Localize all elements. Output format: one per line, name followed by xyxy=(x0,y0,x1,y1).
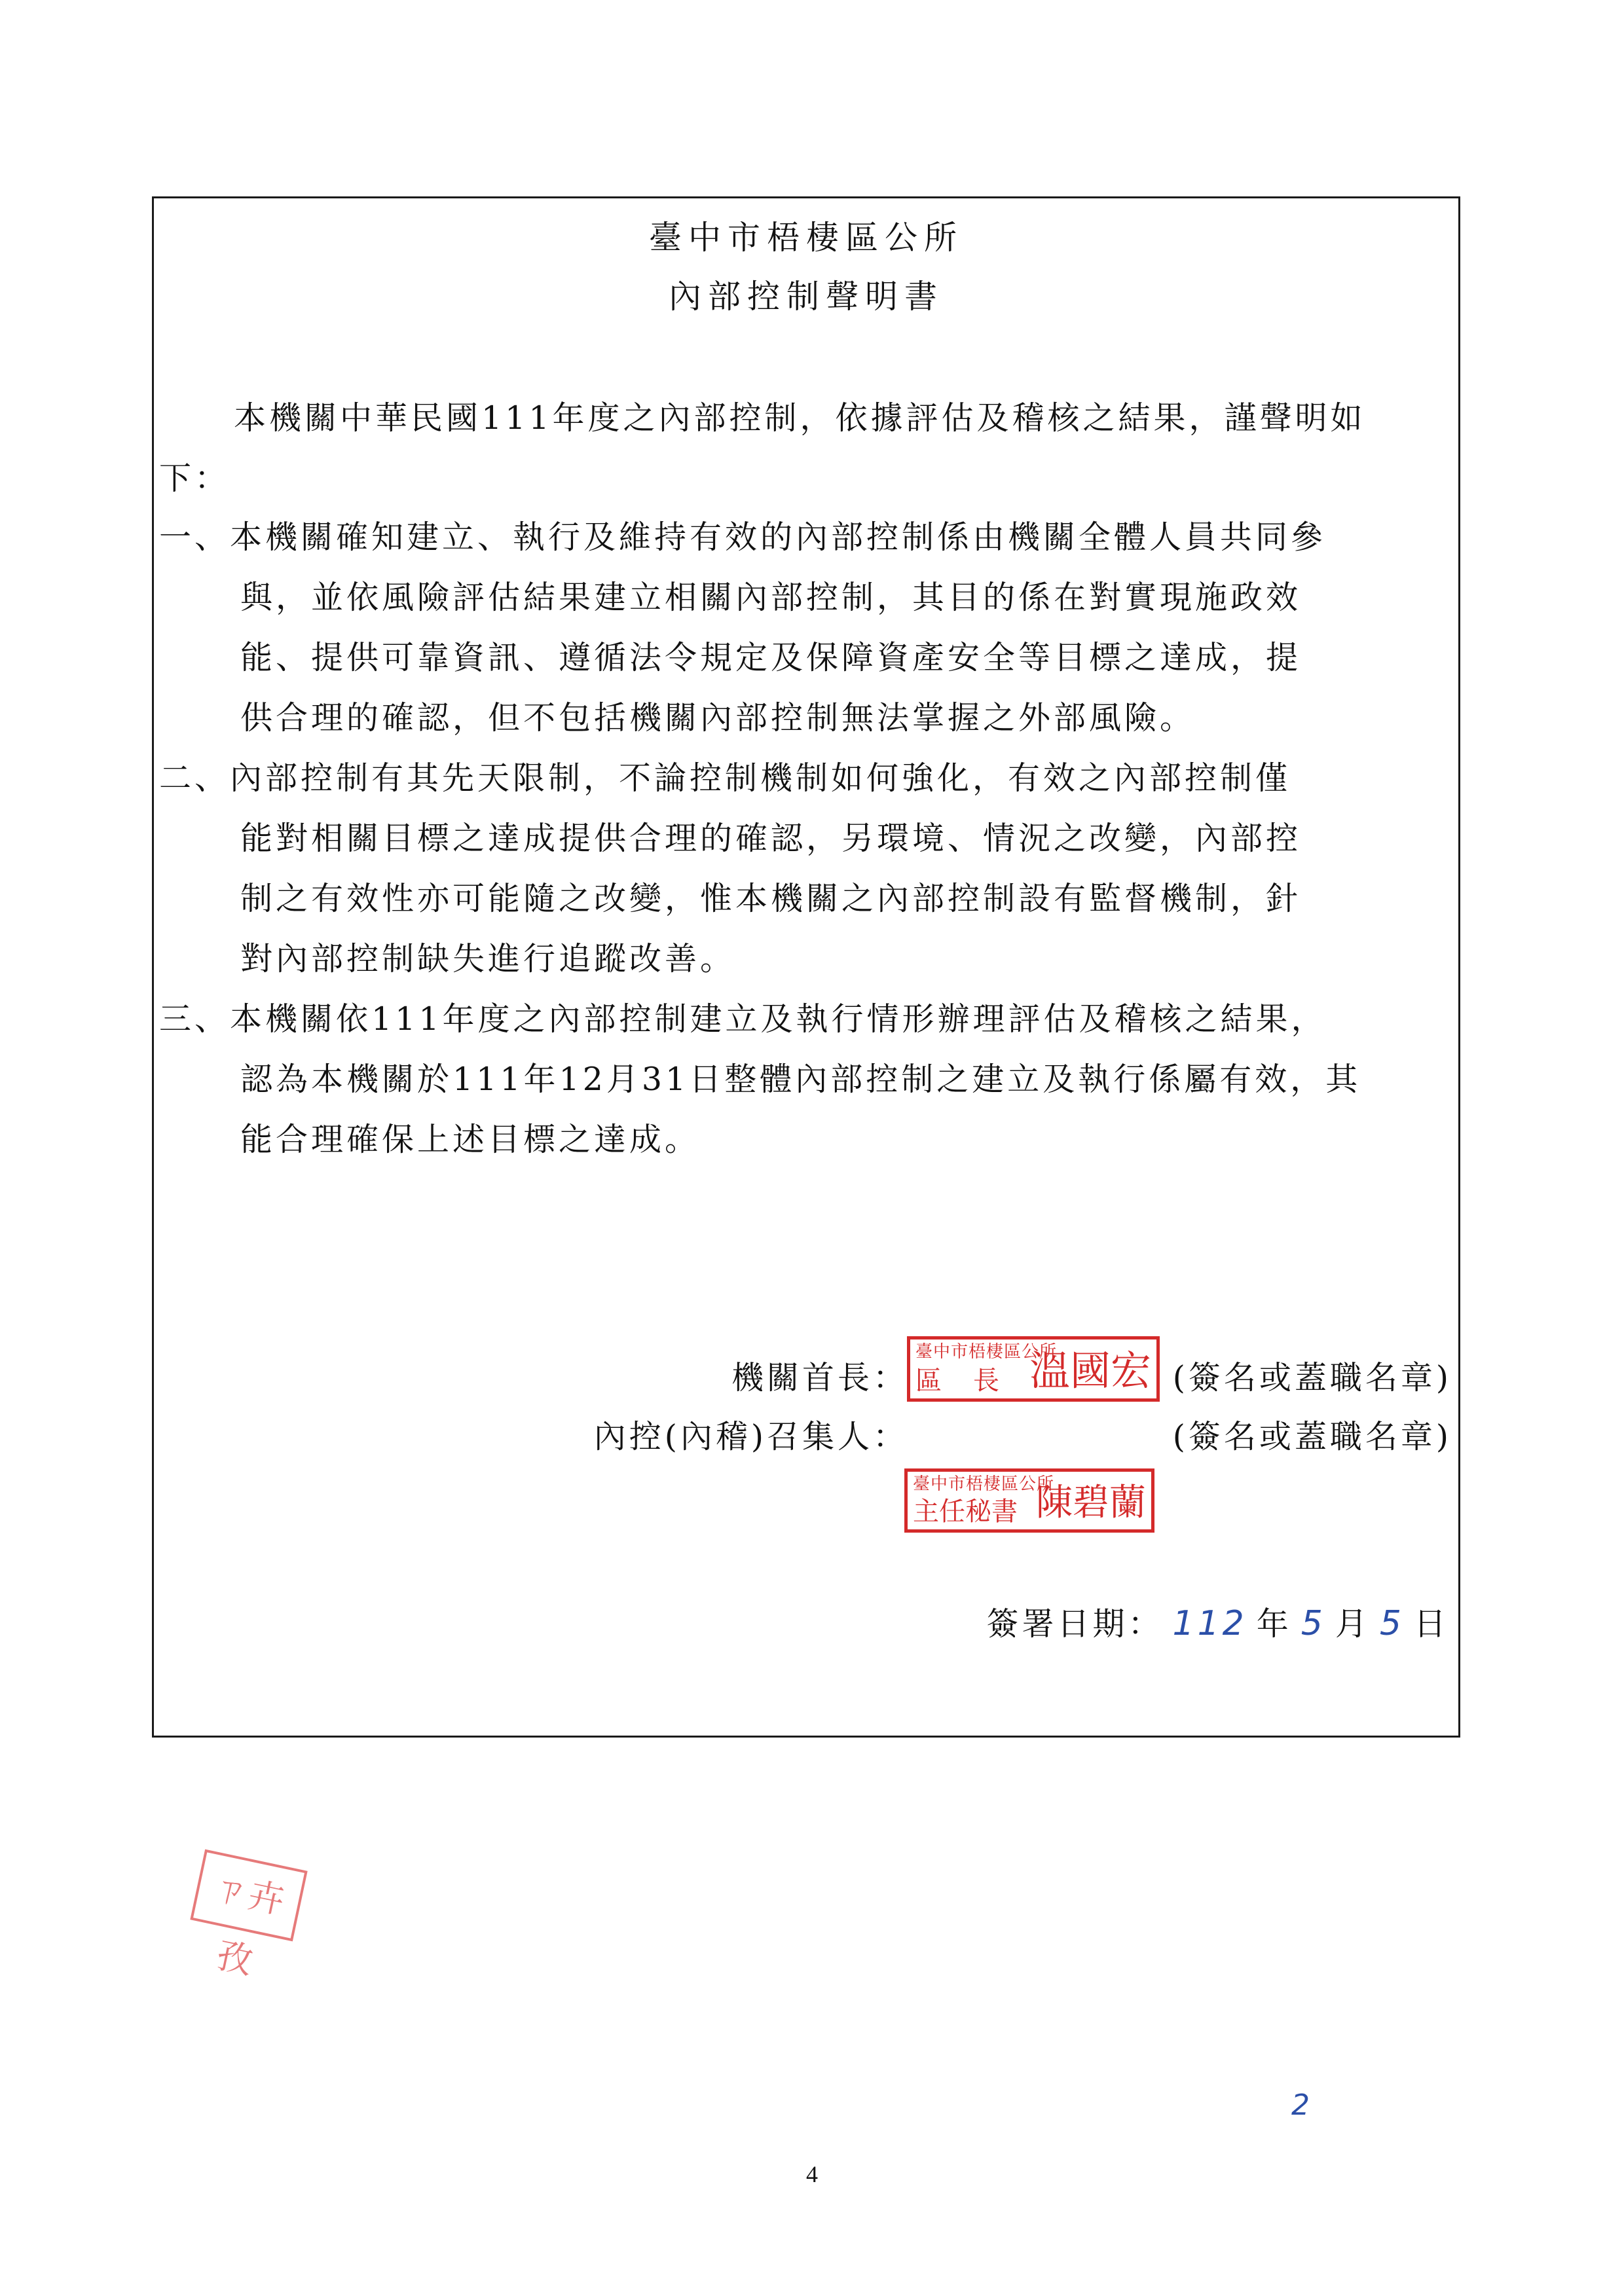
intro-line: 下： xyxy=(159,460,231,497)
personal-chop-stamp: ㄗ卉孜 xyxy=(190,1850,307,1942)
statement-item-1 xyxy=(159,507,1326,748)
intro-paragraph xyxy=(159,388,1366,509)
item-line: 三、本機關依111年度之內部控制建立及執行情形辦理評估及稽核之結果， xyxy=(159,1000,1327,1038)
item-line: 能、提供可靠資訊、遵循法令規定及保障資產安全等目標之達成，提 xyxy=(240,639,1302,676)
statement-item-3 xyxy=(159,989,1361,1170)
seal-role: 主任秘書 xyxy=(913,1497,1018,1527)
item-line: 對內部控制缺失進行追蹤改善。 xyxy=(240,940,736,977)
head-official-seal xyxy=(907,1336,1160,1402)
date-year: 112 xyxy=(1172,1604,1247,1643)
document-title: 臺中市梧棲區公所 xyxy=(649,219,963,257)
item-line: 認為本機關於111年12月31日整體內部控制之建立及執行係屬有效，其 xyxy=(240,1061,1361,1098)
declaration-frame xyxy=(152,196,1460,1738)
handwritten-note: 2 xyxy=(1291,2088,1310,2122)
seal-role: 區 長 xyxy=(915,1366,1002,1396)
date-label: 簽署日期： xyxy=(986,1605,1164,1643)
date-day: 5 xyxy=(1379,1604,1405,1643)
seal-org: 臺中市梧棲區公所 xyxy=(913,1474,1055,1494)
statement-item-2 xyxy=(159,748,1301,989)
item-line: 供合理的確認，但不包括機關內部控制無法掌握之外部風險。 xyxy=(240,699,1196,737)
signing-date xyxy=(986,1601,1449,1647)
date-month: 5 xyxy=(1301,1604,1326,1643)
item-line: 二、內部控制有其先天限制，不論控制機制如何強化，有效之內部控制僅 xyxy=(159,759,1291,797)
item-line: 與，並依風險評估結果建立相關內部控制，其目的係在對實現施政效 xyxy=(240,579,1302,616)
head-signature-label: 機關首長： xyxy=(731,1359,908,1396)
document-subtitle: 內部控制聲明書 xyxy=(669,278,944,316)
seal-org: 臺中市梧棲區公所 xyxy=(915,1342,1058,1362)
item-line: 一、本機關確知建立、執行及維持有效的內部控制係由機關全體人員共同參 xyxy=(159,519,1327,556)
intro-line: 本機關中華民國111年度之內部控制，依據評估及稽核之結果，謹聲明如 xyxy=(234,399,1366,437)
item-line: 制之有效性亦可能隨之改變，惟本機關之內部控制設有監督機制，針 xyxy=(240,880,1302,917)
item-line: 能對相關目標之達成提供合理的確認，另環境、情況之改變，內部控 xyxy=(240,820,1302,857)
convener-official-seal xyxy=(904,1468,1154,1533)
page-number: 4 xyxy=(806,2161,818,2187)
seal-name: 陳碧蘭 xyxy=(1036,1482,1146,1524)
seal-name: 溫國宏 xyxy=(1029,1347,1151,1394)
head-signature-note: (簽名或蓋職名章) xyxy=(1172,1359,1452,1396)
date-year-unit: 年 xyxy=(1256,1605,1292,1643)
date-month-unit: 月 xyxy=(1335,1605,1371,1643)
convener-signature-label: 內控(內稽)召集人： xyxy=(593,1418,908,1455)
item-line: 能合理確保上述目標之達成。 xyxy=(240,1121,701,1158)
convener-signature-note: (簽名或蓋職名章) xyxy=(1172,1418,1452,1455)
date-day-unit: 日 xyxy=(1413,1605,1449,1643)
